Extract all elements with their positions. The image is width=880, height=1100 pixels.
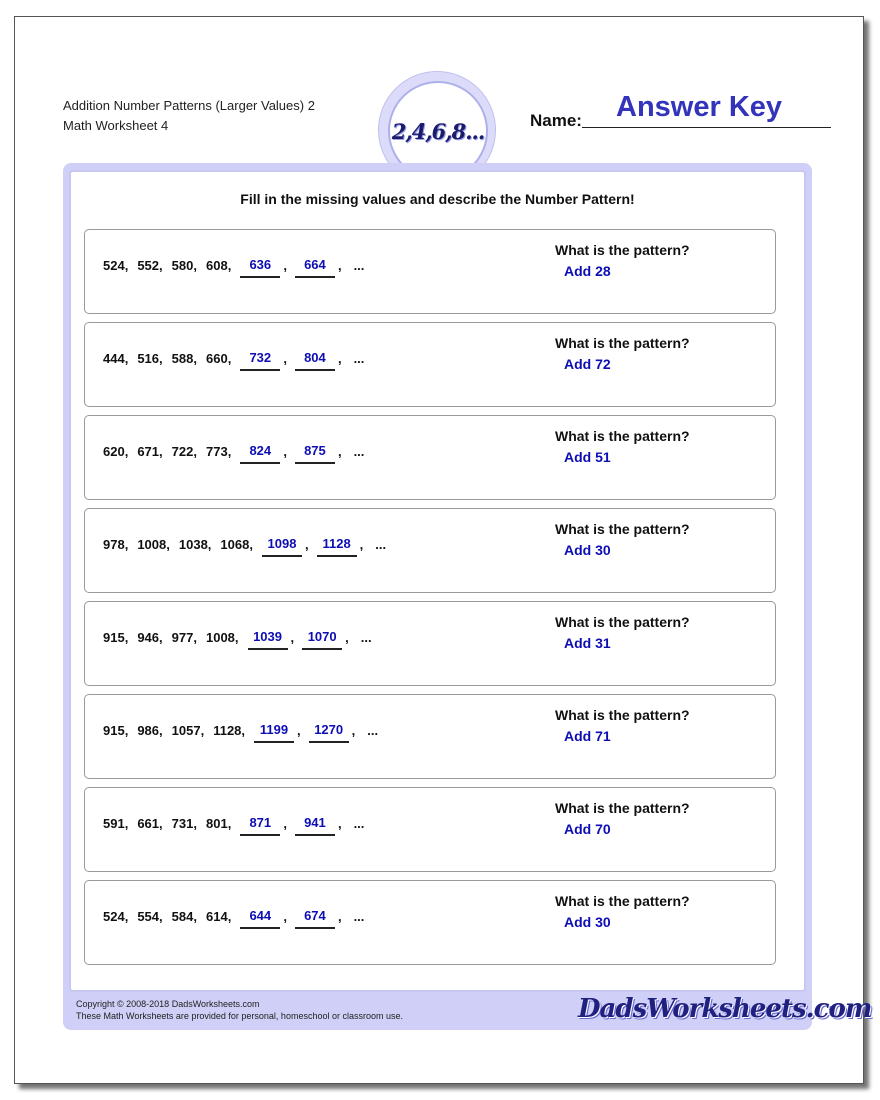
comma: , <box>297 723 301 738</box>
problem-box <box>84 694 776 779</box>
comma: , <box>337 816 342 831</box>
pattern-answer[interactable]: Add 72 <box>564 356 611 372</box>
sequence-term: 1038 <box>178 537 208 552</box>
answer-blank[interactable]: 871 <box>240 815 280 836</box>
badge-text: 2,4,6,8... <box>391 118 485 144</box>
sequence-term: 671 <box>137 444 160 459</box>
ellipsis: ... <box>353 351 365 366</box>
sequence-term: 554 <box>137 909 160 924</box>
comma: , <box>124 351 129 366</box>
problem-box <box>84 322 776 407</box>
comma: , <box>283 444 287 459</box>
sequence-term: 946 <box>137 630 160 645</box>
sequence-term: 1068 <box>220 537 250 552</box>
answer-blank[interactable]: 636 <box>240 257 280 278</box>
comma: , <box>193 909 197 924</box>
comma: , <box>193 630 197 645</box>
sequence-term: 608 <box>205 258 228 273</box>
comma: , <box>207 537 212 552</box>
ellipsis: ... <box>360 630 372 645</box>
sequence-term: 444 <box>103 351 125 366</box>
pattern-answer[interactable]: Add 30 <box>564 542 611 558</box>
answer-blank[interactable]: 1128 <box>317 536 357 557</box>
sequence-term: 516 <box>137 351 160 366</box>
comma: , <box>193 351 197 366</box>
answer-blank[interactable]: 1039 <box>248 629 288 650</box>
pattern-answer[interactable]: Add 30 <box>564 914 611 930</box>
answer-blank[interactable]: 1070 <box>302 629 342 650</box>
comma: , <box>124 723 129 738</box>
number-sequence <box>103 350 364 366</box>
sequence-term: 661 <box>137 816 160 831</box>
pattern-question: What is the pattern? <box>555 428 690 444</box>
sequence-term: 915 <box>103 630 125 645</box>
usage-notice: These Math Worksheets are provided for personal, homeschool or classroom use. <box>76 1011 403 1021</box>
comma: , <box>249 537 253 552</box>
number-sequence <box>103 536 386 552</box>
sequence-term: 1128 <box>213 723 242 738</box>
pattern-question: What is the pattern? <box>555 242 690 258</box>
answer-blank[interactable]: 941 <box>295 815 335 836</box>
pattern-answer[interactable]: Add 31 <box>564 635 611 651</box>
answer-blank[interactable]: 1270 <box>309 722 349 743</box>
problem-box <box>84 880 776 965</box>
comma: , <box>159 630 163 645</box>
sequence-term: 1008 <box>137 537 167 552</box>
problem-box <box>84 415 776 500</box>
comma: , <box>159 258 163 273</box>
comma: , <box>124 537 129 552</box>
sequence-term: 731 <box>171 816 194 831</box>
comma: , <box>304 537 309 552</box>
pattern-answer[interactable]: Add 70 <box>564 821 611 837</box>
number-sequence <box>103 629 372 645</box>
answer-blank[interactable]: 804 <box>295 350 335 371</box>
comma: , <box>227 351 232 366</box>
sequence-term: 773 <box>205 444 228 459</box>
answer-blank[interactable]: 1199 <box>254 722 294 743</box>
pattern-answer[interactable]: Add 71 <box>564 728 611 744</box>
comma: , <box>159 723 163 738</box>
sequence-term: 552 <box>137 258 160 273</box>
sequence-term: 915 <box>103 723 125 738</box>
answer-blank[interactable]: 664 <box>295 257 335 278</box>
comma: , <box>193 258 197 273</box>
number-sequence <box>103 443 364 459</box>
sequence-term: 584 <box>171 909 194 924</box>
comma: , <box>200 723 205 738</box>
title-line-1: Addition Number Patterns (Larger Values) 2 <box>63 98 315 113</box>
title-line-2: Math Worksheet 4 <box>63 118 169 133</box>
ellipsis: ... <box>367 723 379 738</box>
comma: , <box>351 723 356 738</box>
comma: , <box>159 351 163 366</box>
sequence-term: 524 <box>103 909 125 924</box>
comma: , <box>345 630 349 645</box>
sequence-term: 620 <box>103 444 125 459</box>
comma: , <box>283 816 287 831</box>
pattern-question: What is the pattern? <box>555 707 690 723</box>
number-sequence <box>103 815 364 831</box>
sequence-term: 614 <box>205 909 228 924</box>
number-sequence <box>103 722 378 738</box>
comma: , <box>241 723 246 738</box>
problem-box <box>84 508 776 593</box>
sequence-term: 588 <box>171 351 194 366</box>
pattern-question: What is the pattern? <box>555 893 690 909</box>
comma: , <box>283 258 287 273</box>
comma: , <box>337 444 342 459</box>
pattern-question: What is the pattern? <box>555 800 690 816</box>
pattern-question: What is the pattern? <box>555 521 690 537</box>
answer-blank[interactable]: 674 <box>295 908 335 929</box>
sequence-term: 722 <box>171 444 194 459</box>
comma: , <box>159 444 163 459</box>
comma: , <box>159 816 163 831</box>
comma: , <box>124 444 129 459</box>
sequence-term: 978 <box>103 537 125 552</box>
dadsworksheets-logo: DadsWorksheets.com <box>578 994 872 1024</box>
sequence-term: 580 <box>171 258 194 273</box>
comma: , <box>290 630 295 645</box>
comma: , <box>124 816 129 831</box>
answer-key-label: Answer Key <box>616 91 783 123</box>
comma: , <box>166 537 170 552</box>
comma: , <box>359 537 364 552</box>
comma: , <box>124 630 129 645</box>
pattern-question: What is the pattern? <box>555 335 690 351</box>
name-label: Name: <box>530 111 582 130</box>
sequence-term: 660 <box>205 351 228 366</box>
pattern-question: What is the pattern? <box>555 614 690 630</box>
comma: , <box>227 909 232 924</box>
comma: , <box>337 909 342 924</box>
answer-blank[interactable]: 875 <box>295 443 335 464</box>
comma: , <box>227 258 232 273</box>
sequence-term: 801 <box>205 816 228 831</box>
answer-blank[interactable]: 1098 <box>262 536 302 557</box>
ellipsis: ... <box>353 909 365 924</box>
comma: , <box>234 630 239 645</box>
comma: , <box>337 258 342 273</box>
comma: , <box>124 258 129 273</box>
answer-blank[interactable]: 644 <box>240 908 280 929</box>
worksheet-title <box>63 96 315 136</box>
sequence-term: 1057 <box>171 723 201 738</box>
comma: , <box>283 909 287 924</box>
comma: , <box>227 444 232 459</box>
name-line <box>582 127 831 128</box>
number-sequence <box>103 908 364 924</box>
comma: , <box>193 816 197 831</box>
ellipsis: ... <box>353 816 365 831</box>
comma: , <box>283 351 287 366</box>
problem-box <box>84 601 776 686</box>
comma: , <box>193 444 197 459</box>
answer-blank[interactable]: 732 <box>240 350 280 371</box>
instructions: Fill in the missing values and describe the Number Pattern! <box>240 191 635 207</box>
answer-blank[interactable]: 824 <box>240 443 280 464</box>
problem-box <box>84 787 776 872</box>
sequence-term: 524 <box>103 258 125 273</box>
ellipsis: ... <box>353 444 365 459</box>
footer-copyright <box>76 998 403 1022</box>
ellipsis: ... <box>353 258 365 273</box>
copyright-text: Copyright © 2008-2018 DadsWorksheets.com <box>76 999 260 1009</box>
pattern-answer[interactable]: Add 28 <box>564 263 611 279</box>
sequence-term: 591 <box>103 816 125 831</box>
comma: , <box>159 909 163 924</box>
pattern-answer[interactable]: Add 51 <box>564 449 611 465</box>
sequence-term: 1008 <box>205 630 235 645</box>
sequence-term: 977 <box>171 630 194 645</box>
sequence-term: 986 <box>137 723 160 738</box>
ellipsis: ... <box>375 537 387 552</box>
comma: , <box>124 909 129 924</box>
comma: , <box>337 351 342 366</box>
number-sequence <box>103 257 364 273</box>
comma: , <box>227 816 232 831</box>
problem-box <box>84 229 776 314</box>
